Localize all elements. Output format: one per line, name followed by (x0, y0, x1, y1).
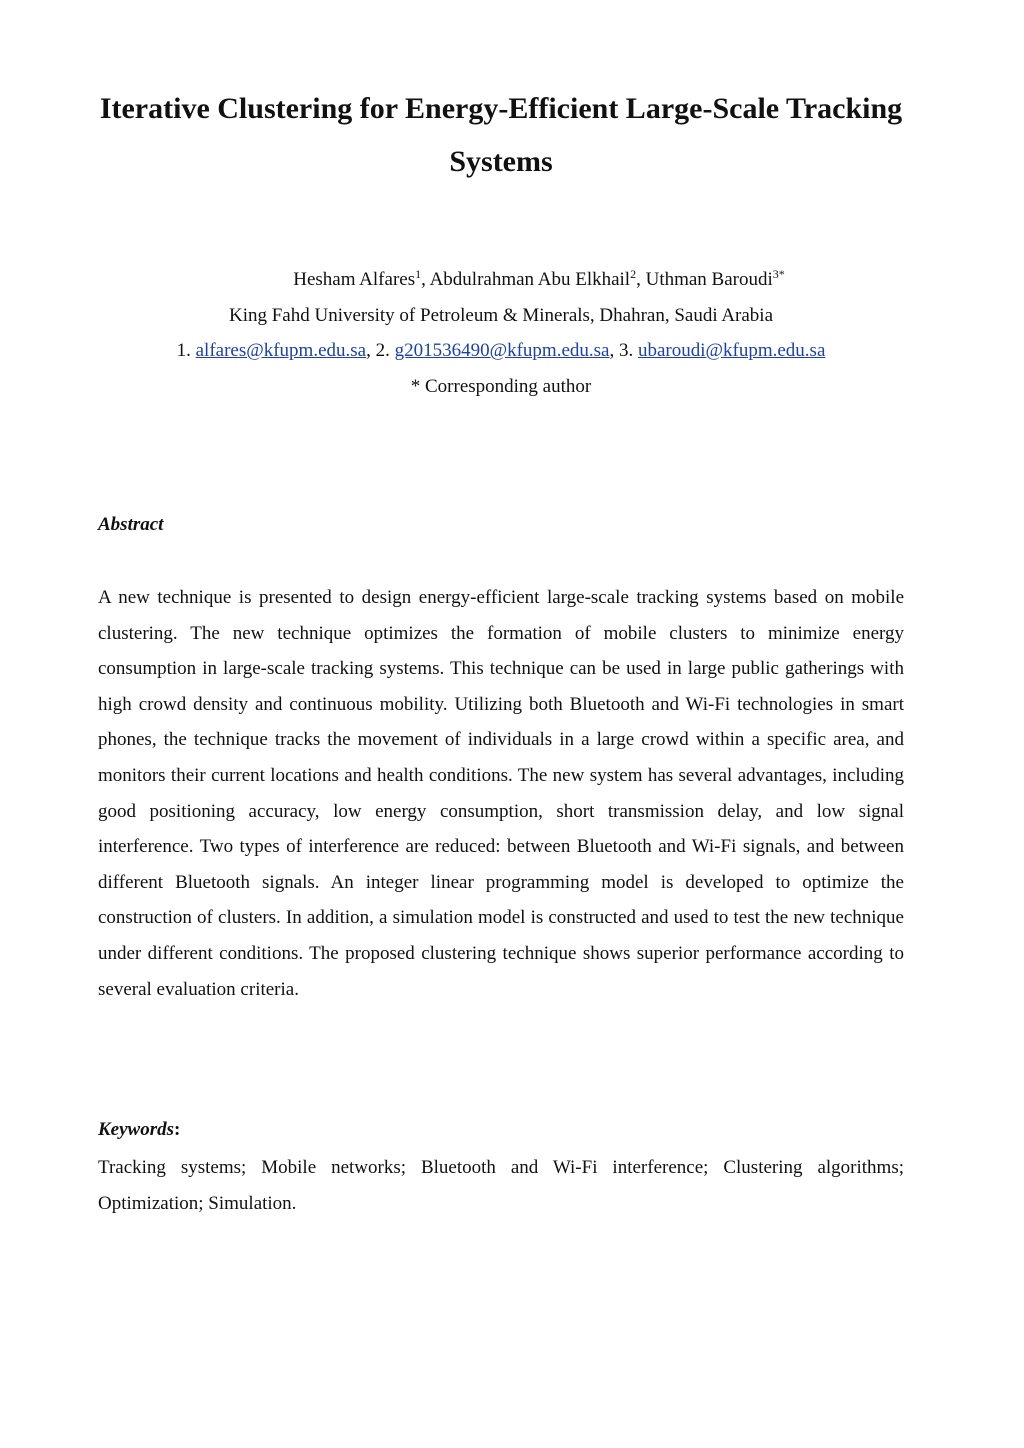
email-list (98, 333, 904, 369)
keywords-heading (98, 1119, 180, 1141)
author-name: Hesham Alfares (293, 269, 416, 290)
keywords-colon: : (174, 1119, 181, 1140)
email-suffix: , (609, 340, 619, 361)
email-prefix: 3. (618, 340, 638, 361)
keywords-label: Keywords (98, 1119, 174, 1140)
email-prefix: 2. (375, 340, 395, 361)
author-block (98, 262, 904, 404)
email-link[interactable]: ubaroudi@kfupm.edu.sa (637, 340, 826, 361)
author-name: Uthman Baroudi (645, 269, 773, 290)
abstract-heading: Abstract (98, 514, 164, 535)
author-affiliation-marker: 1 (415, 267, 422, 281)
author-list (98, 262, 904, 298)
email-prefix: 1. (176, 340, 196, 361)
author-separator: , (421, 269, 430, 290)
author-name: Abdulrahman Abu Elkhail (429, 269, 631, 290)
author-separator: , (636, 269, 646, 290)
corresponding-author-note: * Corresponding author (410, 375, 592, 397)
email-link[interactable]: alfares@kfupm.edu.sa (195, 340, 367, 361)
abstract-text: A new technique is presented to design energy-efficient large-scale tracking systems based on mobile clustering. The new technique optimizes the formation of mobile clusters to minimize energy consumption in large-scale tracking systems. This technique can be used in large public gatherings with high crowd density and continuous mobility. Utilizing both Bluetooth and Wi-Fi technologies in smart phones, the technique tracks the movement of individuals in a large crowd within a specific area, and monitors their current locations and health conditions. The new system has several advantages, including good positioning accuracy, low energy consumption, short transmission delay, and low signal interference. Two types of interference are reduced: between Bluetooth and Wi-Fi signals, and between different Bluetooth signals. An integer linear programming model is developed to optimize the construction of clusters. In addition, a simulation model is constructed and used to test the new technique under different conditions. The proposed clustering technique shows superior performance according to several evaluation criteria. (98, 587, 904, 1000)
paper-title: Iterative Clustering for Energy-Efficient Large-Scale Tracking Systems (99, 92, 903, 178)
keywords-text: Tracking systems; Mobile networks; Bluetooth and Wi-Fi interference; Clustering algorithms; Optimization; Simulation. (98, 1157, 904, 1214)
author-affiliation-marker: 3* (772, 267, 785, 281)
email-link[interactable]: g201536490@kfupm.edu.sa (394, 340, 610, 361)
affiliation: King Fahd University of Petroleum & Minerals, Dhahran, Saudi Arabia (228, 304, 774, 326)
email-suffix: , (366, 340, 376, 361)
author-affiliation-marker: 2 (630, 267, 637, 281)
